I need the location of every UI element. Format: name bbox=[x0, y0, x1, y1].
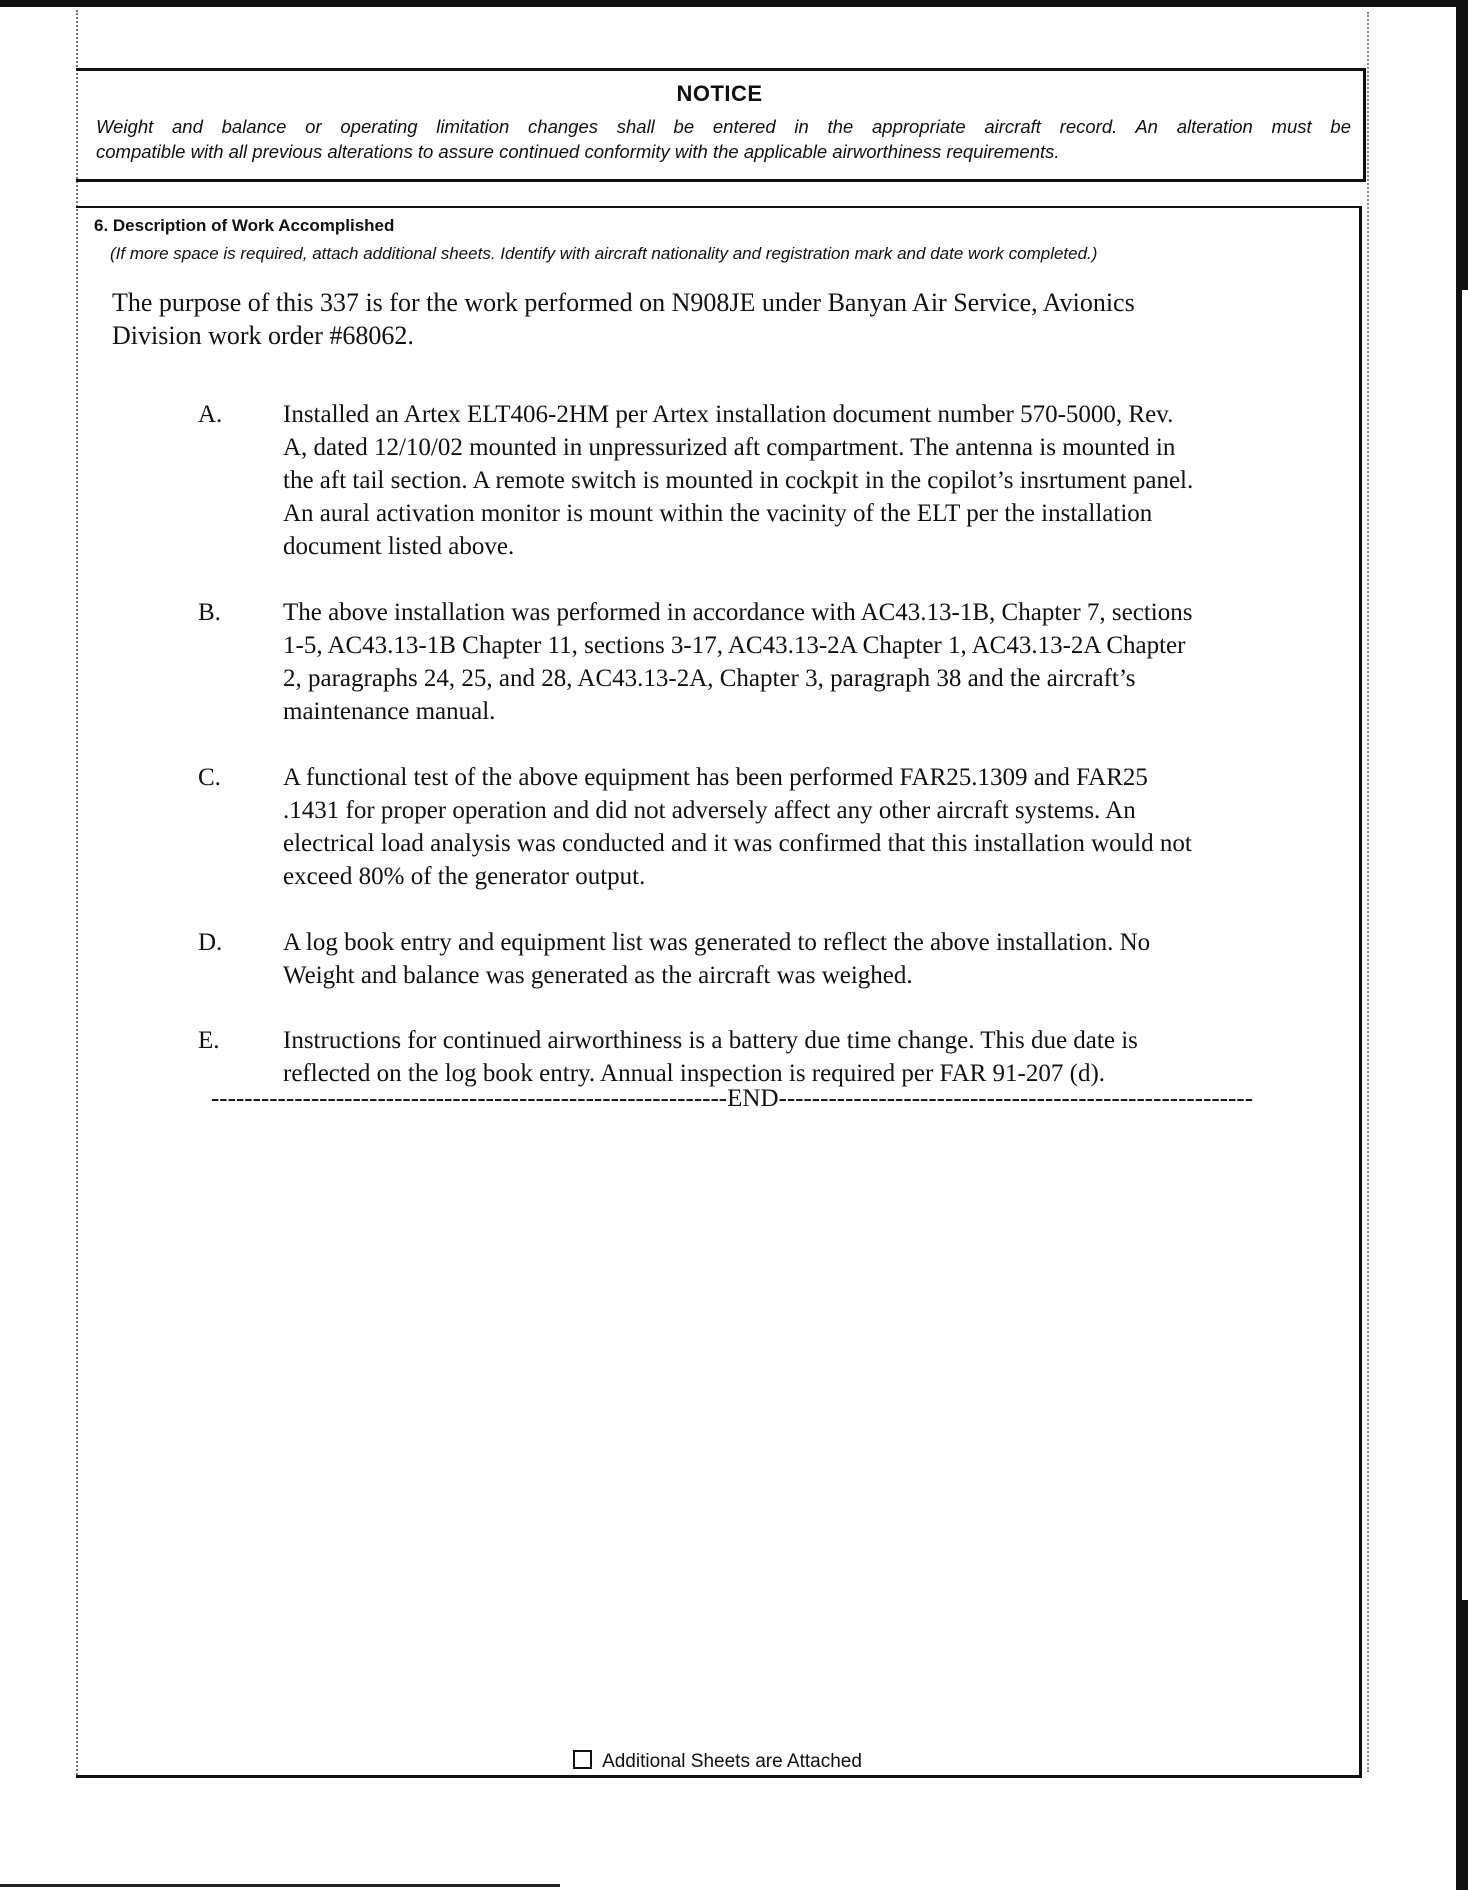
item-line: Instructions for continued airworthiness is a battery due time change. This due date is bbox=[283, 1027, 1138, 1054]
notice-title: NOTICE bbox=[676, 81, 763, 106]
item-line: A functional test of the above equipment has been performed FAR25.1309 and FAR25 bbox=[283, 764, 1148, 791]
additional-sheets-checkbox[interactable] bbox=[573, 1750, 592, 1769]
item-text bbox=[283, 398, 1333, 563]
item-line: reflected on the log book entry. Annual inspection is required per FAR 91-207 (d). bbox=[283, 1060, 1106, 1087]
item-line: 2, paragraphs 24, 25, and 28, AC43.13-2A, Chapter 3, paragraph 38 and the aircraft’s bbox=[283, 665, 1136, 692]
intro-paragraph bbox=[112, 286, 1352, 352]
additional-sheets-label: Additional Sheets are Attached bbox=[602, 1751, 862, 1772]
item-text bbox=[283, 1024, 1333, 1090]
right-border bbox=[1456, 0, 1468, 1890]
item-line: exceed 80% of the generator output. bbox=[283, 863, 646, 890]
bottom-border bbox=[0, 1884, 560, 1887]
section-hint: (If more space is required, attach additional sheets. Identify with aircraft nationality and registration mark and date work completed.) bbox=[110, 244, 1098, 263]
item-line: .1431 for proper operation and did not adversely affect any other aircraft systems. An bbox=[283, 797, 1136, 824]
item-line: the aft tail section. A remote switch is mounted in cockpit in the copilot’s insrtument panel. bbox=[283, 467, 1194, 494]
item-label: C. bbox=[198, 764, 221, 791]
additional-sheets-row bbox=[76, 1750, 1359, 1773]
section-title: 6. Description of Work Accomplished bbox=[94, 216, 395, 235]
item-text bbox=[283, 596, 1333, 728]
item-text bbox=[283, 761, 1333, 893]
item-line: A, dated 12/10/02 mounted in unpressurized aft compartment. The antenna is mounted in bbox=[283, 434, 1176, 461]
item-line: maintenance manual. bbox=[283, 698, 496, 725]
intro-line-1: The purpose of this 337 is for the work performed on N908JE under Banyan Air Service, Avionics bbox=[112, 288, 1135, 317]
top-border bbox=[0, 0, 1468, 7]
notice-box bbox=[76, 68, 1366, 182]
item-line: document listed above. bbox=[283, 533, 515, 560]
notice-line-2: compatible with all previous alterations to assure continued conformity with the applicable airworthiness requirements. bbox=[96, 140, 1060, 162]
item-line: A log book entry and equipment list was generated to reflect the above installation. No bbox=[283, 929, 1151, 956]
work-description-box bbox=[76, 206, 1362, 1778]
item-label: D. bbox=[198, 929, 223, 956]
item-text bbox=[283, 926, 1333, 992]
item-label: B. bbox=[198, 599, 221, 626]
intro-line-2: Division work order #68062. bbox=[112, 321, 414, 350]
item-label: E. bbox=[198, 1027, 220, 1054]
item-line: Weight and balance was generated as the aircraft was weighed. bbox=[283, 962, 913, 989]
item-line: electrical load analysis was conducted and it was confirmed that this installation would not bbox=[283, 830, 1192, 857]
scan-edge-right bbox=[1367, 12, 1369, 1772]
end-marker: --------------------------------------------------------------END--------------------------------------------------------- bbox=[210, 1085, 1254, 1112]
item-line: Installed an Artex ELT406-2HM per Artex installation document number 570-5000, Rev. bbox=[283, 401, 1174, 428]
item-line: 1-5, AC43.13-1B Chapter 11, sections 3-17, AC43.13-2A Chapter 1, AC43.13-2A Chapter bbox=[283, 632, 1186, 659]
notice-body bbox=[96, 115, 1351, 164]
notice-line-1: Weight and balance or operating limitation changes shall be entered in the appropriate aircraft record. An alteration must be bbox=[96, 116, 1351, 137]
item-label: A. bbox=[198, 401, 223, 428]
item-line: An aural activation monitor is mount within the vacinity of the ELT per the installation bbox=[283, 500, 1153, 527]
item-line: The above installation was performed in accordance with AC43.13-1B, Chapter 7, sections bbox=[283, 599, 1193, 626]
